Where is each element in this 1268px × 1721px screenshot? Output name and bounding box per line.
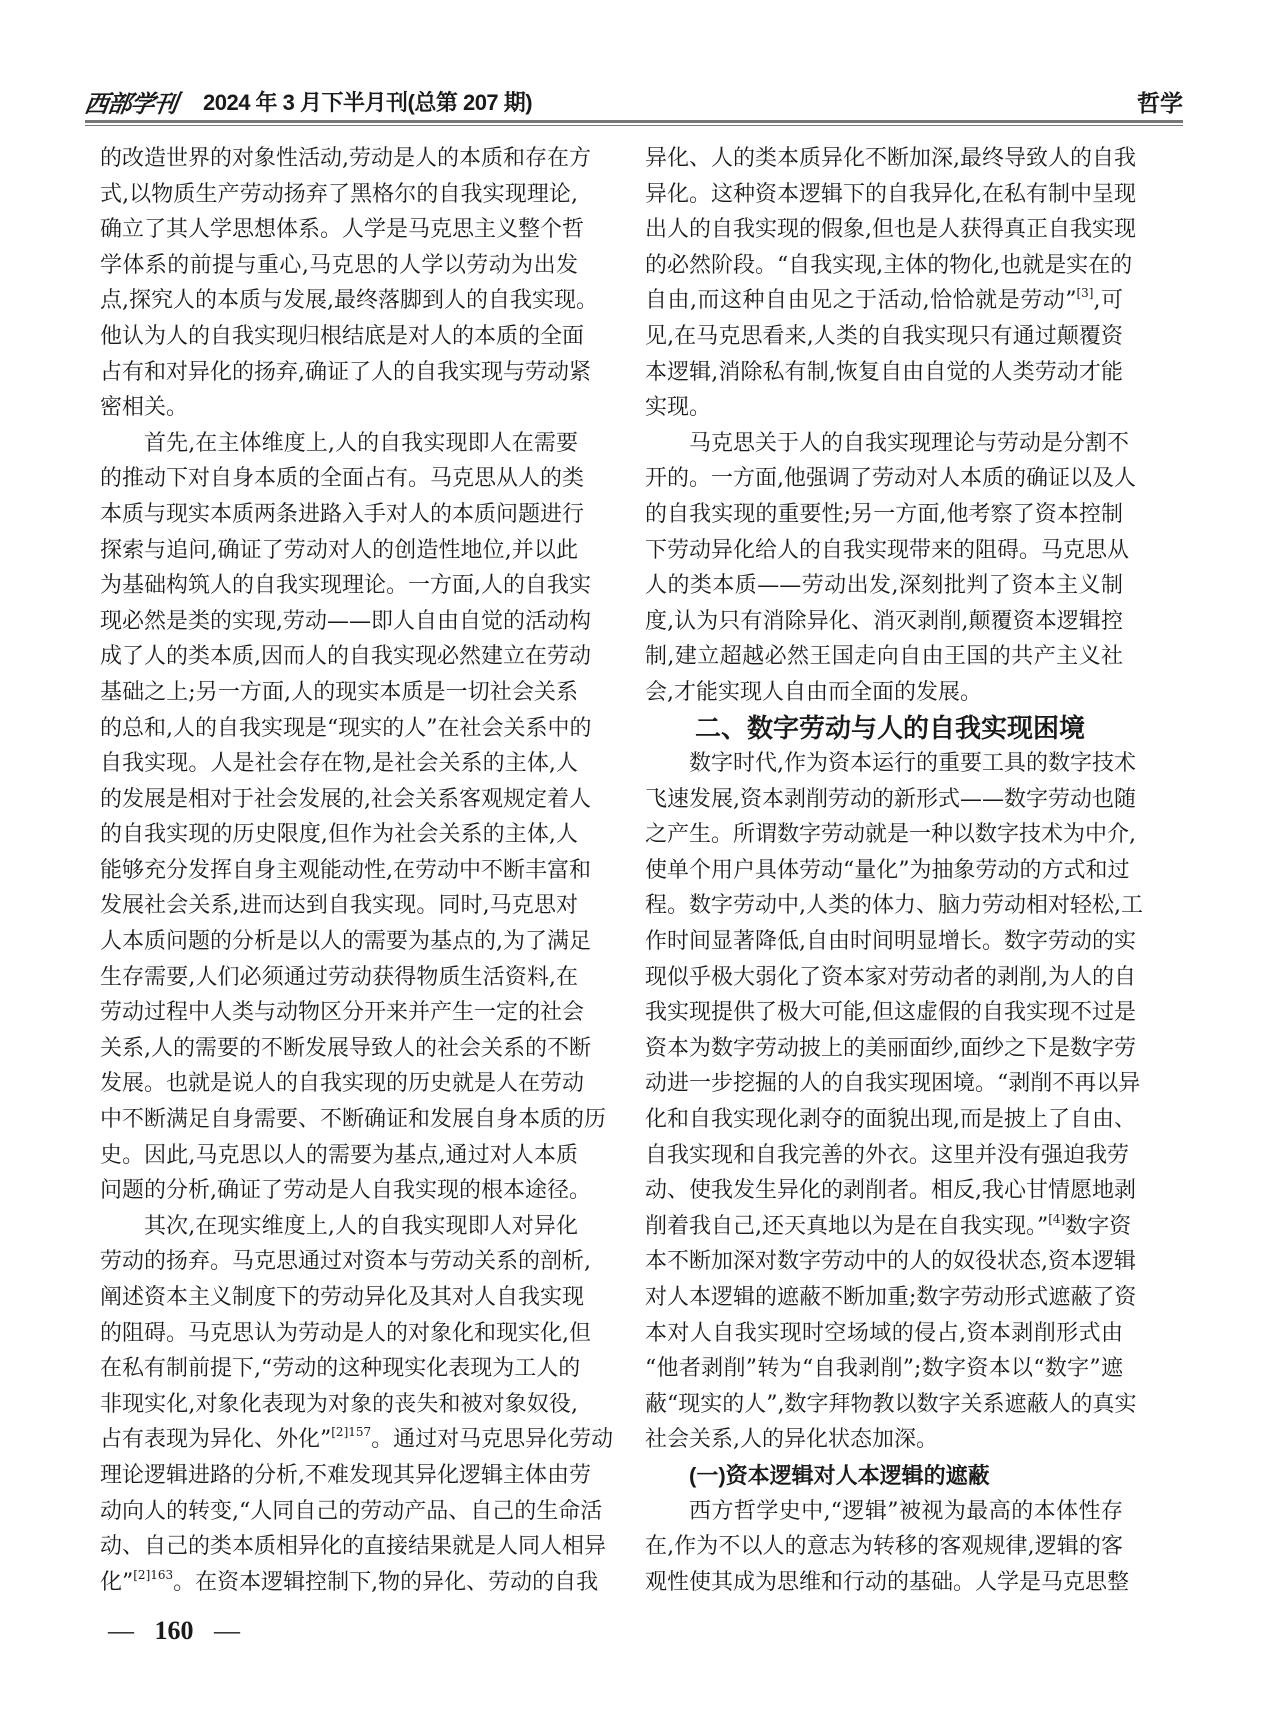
text-line [100, 177, 578, 213]
text-segment: 飞速发展,资本剥削劳动的新形式——数字劳动也随 [645, 786, 1136, 812]
text-segment: 本不断加深对数字劳动中的人的奴役状态,资本逻辑 [645, 1249, 1136, 1275]
text-line [645, 248, 1133, 284]
text-segment: 。通过对马克思异化劳动 [371, 1427, 614, 1453]
text-line [100, 461, 585, 497]
text-segment: 劳动的扬弃。马克思通过对资本与劳动关系的剖析, [100, 1249, 591, 1275]
text-line [645, 675, 1123, 711]
text-segment: 人的类本质——劳动出发,深刻批判了资本主义制 [645, 573, 1123, 599]
text-segment: 理论逻辑进路的分析,不难发现其异化逻辑主体由劳 [100, 1462, 591, 1488]
text-line [100, 141, 591, 177]
text-segment: 观性使其成为思维和行动的基础。人学是马克思整 [645, 1569, 1130, 1595]
text-line [100, 639, 591, 675]
page-number-dash-left: — [108, 1616, 134, 1645]
text-segment: 下劳动异化给人的自我实现带来的阻碍。马克思从 [645, 537, 1130, 563]
journal-logo: 西部学刊 [82, 89, 179, 118]
text-line [100, 782, 591, 818]
text-segment: 基础之上;另一方面,人的现实本质是一切社会关系 [100, 679, 578, 705]
page-number-dash-right: — [214, 1616, 240, 1645]
header-rule-thin [85, 125, 1183, 126]
text-line [645, 817, 1136, 853]
text-segment: 我实现提供了极大可能,但这虚假的自我实现不过是 [645, 1000, 1136, 1026]
text-segment: 阐述资本主义制度下的劳动异化及其对人自我实现 [100, 1285, 585, 1310]
text-line [100, 853, 591, 889]
page-number [108, 1616, 240, 1646]
text-segment: ,可 [1093, 288, 1123, 314]
text-segment: 之产生。所谓数字劳动就是一种以数字技术为中介, [645, 822, 1136, 848]
text-segment: 占有和对异化的扬弃,确证了人的自我实现与劳动紧 [100, 359, 591, 385]
text-segment: 异化。这种资本逻辑下的自我异化,在私有制中呈现 [645, 181, 1136, 207]
text-line [100, 568, 591, 604]
section-heading [645, 711, 1123, 747]
text-segment: 式,以物质生产劳动扬弃了黑格尔的自我实现理论, [100, 181, 578, 207]
text-segment: 现似乎极大弱化了资本家对劳动者的剥削,为人的自 [645, 964, 1136, 990]
text-line [100, 248, 578, 284]
text-segment: 点,探究人的本质与发展,最终落脚到人的自我实现。 [100, 288, 598, 314]
text-segment: 密相关。 [100, 395, 189, 421]
text-line [645, 639, 1123, 675]
text-segment: 实现。 [645, 395, 712, 421]
text-segment: 资本为数字劳动披上的美丽面纱,面纱之下是数字劳 [645, 1035, 1136, 1061]
text-line [645, 426, 1130, 462]
text-line [100, 212, 585, 248]
text-segment: 在,作为不以人的意志为转移的客观规律,逻辑的客 [645, 1534, 1123, 1560]
text-segment: 首先,在主体维度上,人的自我实现即人在需要 [144, 430, 578, 456]
text-line [645, 995, 1136, 1031]
text-line [100, 1422, 614, 1458]
text-line [100, 1351, 581, 1387]
text-line [100, 497, 585, 533]
text-segment: 自我实现。人是社会存在物,是社会关系的主体,人 [100, 751, 578, 777]
text-line [645, 1280, 1137, 1316]
text-segment: 确立了其人学思想体系。人学是马克思主义整个哲 [100, 217, 585, 243]
text-segment: 发展。也就是说人的自我实现的历史就是人在劳动 [100, 1071, 585, 1097]
text-line [645, 1529, 1123, 1565]
text-line [645, 1102, 1136, 1138]
text-line [645, 853, 1130, 889]
text-segment: 人本质问题的分析是以人的需要为基点的,为了满足 [100, 929, 591, 955]
text-line [645, 1244, 1136, 1280]
text-line [645, 177, 1136, 213]
text-line [645, 924, 1136, 960]
text-line [100, 390, 578, 426]
text-line [100, 1529, 607, 1565]
text-segment: 动进一步挖掘的人的自我实现困境。“剥削不再以异 [645, 1071, 1141, 1097]
text-line [645, 1209, 1132, 1245]
text-segment: 会,才能实现人自由而全面的发展。 [645, 679, 982, 705]
text-segment: 自我实现和自我完善的外衣。这里并没有强迫我劳 [645, 1142, 1130, 1168]
text-line [100, 533, 578, 569]
text-segment: 化” [100, 1569, 134, 1595]
text-segment: 动、自己的类本质相异化的直接结果就是人同人相异 [100, 1534, 607, 1560]
text-line [100, 1066, 585, 1102]
text-segment: 的必然阶段。“自我实现,主体的物化,也就是实在的 [645, 252, 1133, 278]
text-segment: 的阻碍。马克思认为劳动是人的对象化和现实化,但 [100, 1320, 591, 1346]
text-line [100, 1244, 591, 1280]
text-segment: 马克思关于人的自我实现理论与劳动是分割不 [689, 430, 1130, 456]
citation-ref: [3] [1076, 286, 1094, 301]
text-line [100, 1102, 607, 1138]
text-segment: 非现实化,对象化表现为对象的丧失和被对象奴役, [100, 1391, 578, 1417]
text-segment: 数字资 [1065, 1213, 1132, 1239]
text-line [100, 1565, 599, 1601]
text-line [100, 604, 591, 640]
text-segment: 的发展是相对于社会发展的,社会关系客观规定着人 [100, 786, 591, 812]
text-segment: 劳动过程中人类与动物区分开来并产生一定的社会 [100, 1000, 585, 1026]
text-line [645, 461, 1136, 497]
text-segment: 关系,人的需要的不断发展导致人的社会关系的不断 [100, 1035, 591, 1061]
text-segment: 在私有制前提下,“劳动的这种现实化表现为工人的 [100, 1356, 581, 1382]
running-header [82, 82, 1183, 118]
text-line [100, 319, 585, 355]
text-segment: 对人本逻辑的遮蔽不断加重;数字劳动形式遮蔽了资 [645, 1285, 1137, 1310]
text-line [645, 1138, 1130, 1174]
subsection-heading [645, 1458, 1123, 1494]
text-line [100, 1031, 591, 1067]
text-line [100, 1387, 578, 1423]
text-line [645, 1351, 1123, 1387]
text-segment: 本逻辑,消除私有制,恢复自由自觉的人类劳动才能 [645, 359, 1123, 385]
page-number-value: 160 [154, 1616, 194, 1645]
text-line [645, 1387, 1137, 1423]
citation-ref: [4] [1048, 1211, 1066, 1226]
text-line [645, 960, 1136, 996]
text-segment: 问题的分析,确证了劳动是人自我实现的根本途径。 [100, 1178, 591, 1204]
text-line [100, 960, 578, 996]
text-segment: 学体系的前提与重心,马克思的人学以劳动为出发 [100, 252, 578, 278]
text-line [645, 533, 1130, 569]
right-column [645, 141, 1143, 1600]
text-segment: 的推动下对自身本质的全面占有。马克思从人的类 [100, 466, 585, 492]
text-line [645, 1316, 1123, 1352]
header-rule [85, 120, 1183, 123]
text-segment: 西方哲学史中,“逻辑”被视为最高的本体性存 [689, 1498, 1123, 1524]
text-line [100, 924, 591, 960]
text-segment: 自由,而这种自由见之于活动,恰恰就是劳动” [645, 288, 1077, 314]
text-segment: 作时间显著降低,自由时间明显增长。数字劳动的实 [645, 929, 1136, 955]
section-label: 哲学 [1137, 90, 1183, 116]
text-line [100, 711, 592, 747]
text-segment: 化和自我实现化剥夺的面貌出现,而是披上了自由、 [645, 1107, 1136, 1133]
text-line [100, 1209, 578, 1245]
text-line [645, 497, 1123, 533]
text-segment: 数字时代,作为资本运行的重要工具的数字技术 [689, 751, 1136, 777]
text-line [100, 995, 585, 1031]
text-line [645, 1422, 1123, 1458]
text-segment: 二、数字劳动与人的自我实现困境 [695, 712, 1086, 743]
text-line [100, 426, 578, 462]
text-segment: 生存需要,人们必须通过劳动获得物质生活资料,在 [100, 964, 578, 990]
text-line [645, 283, 1123, 319]
text-segment: (一)资本逻辑对人本逻辑的遮蔽 [689, 1462, 990, 1488]
text-line [100, 746, 578, 782]
text-segment: 社会关系,人的异化状态加深。 [645, 1427, 938, 1453]
text-segment: 的自我实现的历史限度,但作为社会关系的主体,人 [100, 822, 578, 848]
text-segment: 他认为人的自我实现归根结底是对人的本质的全面 [100, 323, 585, 349]
text-segment: 的改造世界的对象性活动,劳动是人的本质和存在方 [100, 146, 591, 171]
text-segment: 见,在马克思看来,人类的自我实现只有通过颠覆资 [645, 323, 1123, 349]
text-segment: 史。因此,马克思以人的需要为基点,通过对人本质 [100, 1142, 578, 1168]
text-segment: 能够充分发挥自身主观能动性,在劳动中不断丰富和 [100, 857, 591, 883]
text-line [645, 1031, 1136, 1067]
text-segment: 动向人的转变,“人同自己的劳动产品、自己的生命活 [100, 1498, 603, 1524]
text-line [645, 390, 1123, 426]
text-segment: 现必然是类的实现,劳动——即人自由自觉的活动构 [100, 608, 591, 634]
text-segment: 的自我实现的重要性;另一方面,他考察了资本控制 [645, 501, 1123, 527]
text-segment: 发展社会关系,进而达到自我实现。同时,马克思对 [100, 893, 578, 919]
text-line [645, 782, 1136, 818]
text-segment: 本对人自我实现时空场域的侵占,资本剥削形式由 [645, 1320, 1123, 1346]
text-segment: 探索与追问,确证了劳动对人的创造性地位,并以此 [100, 537, 578, 563]
text-segment: 其次,在现实维度上,人的自我实现即人对异化 [144, 1213, 578, 1239]
text-line [645, 1173, 1136, 1209]
left-column [100, 141, 614, 1600]
text-segment: 削着我自己,还天真地以为是在自我实现。” [645, 1213, 1049, 1239]
text-line [645, 212, 1136, 248]
text-segment: 程。数字劳动中,人类的体力、脑力劳动相对轻松,工 [645, 893, 1143, 919]
text-line [100, 817, 578, 853]
text-line [100, 355, 591, 391]
text-line [645, 604, 1123, 640]
text-line [100, 675, 578, 711]
text-line [100, 1280, 585, 1316]
text-segment: 本质与现实本质两条进路入手对人的本质问题进行 [100, 501, 585, 527]
text-line [100, 1458, 591, 1494]
text-line [100, 1494, 603, 1530]
text-segment: 出人的自我实现的假象,但也是人获得真正自我实现 [645, 217, 1136, 243]
text-line [645, 1494, 1123, 1530]
text-segment: “他者剥削”转为“自我剥削”;数字资本以“数字”遮 [645, 1356, 1123, 1382]
text-line [100, 1173, 591, 1209]
text-line [100, 283, 598, 319]
text-segment: 使单个用户具体劳动“量化”为抽象劳动的方式和过 [645, 857, 1130, 883]
text-line [645, 888, 1143, 924]
text-line [645, 1565, 1130, 1601]
issue-info: 2024 年 3 月下半月刊(总第 207 期) [203, 90, 533, 115]
text-segment: 制,建立超越必然王国走向自由王国的共产主义社 [645, 644, 1123, 670]
text-segment: 中不断满足自身需要、不断确证和发展自身本质的历 [100, 1107, 607, 1133]
text-segment: 动、使我发生异化的剥削者。相反,我心甘情愿地剥 [645, 1178, 1136, 1204]
text-line [645, 319, 1123, 355]
text-segment: 开的。一方面,他强调了劳动对人本质的确证以及人 [645, 466, 1136, 492]
text-segment: 度,认为只有消除异化、消灭剥削,颠覆资本逻辑控 [645, 608, 1123, 634]
text-line [645, 141, 1136, 177]
citation-ref: [2]157 [331, 1425, 372, 1440]
text-segment: 占有表现为异化、外化” [100, 1427, 332, 1453]
citation-ref: [2]163 [133, 1567, 174, 1582]
text-segment: 异化、人的类本质异化不断加深,最终导致人的自我 [645, 146, 1136, 171]
text-segment: 。在资本逻辑控制下,物的异化、劳动的自我 [173, 1569, 599, 1595]
text-segment: 的总和,人的自我实现是“现实的人”在社会关系中的 [100, 715, 592, 741]
text-segment: 成了人的类本质,因而人的自我实现必然建立在劳动 [100, 644, 591, 670]
text-line [100, 1138, 578, 1174]
text-line [645, 746, 1136, 782]
text-segment: 为基础构筑人的自我实现理论。一方面,人的自我实 [100, 573, 591, 599]
text-line [645, 355, 1123, 391]
text-line [645, 1066, 1141, 1102]
text-segment: 蔽“现实的人”,数字拜物教以数字关系遮蔽人的真实 [645, 1391, 1137, 1417]
text-line [100, 1316, 591, 1352]
text-line [100, 888, 578, 924]
text-line [645, 568, 1123, 604]
